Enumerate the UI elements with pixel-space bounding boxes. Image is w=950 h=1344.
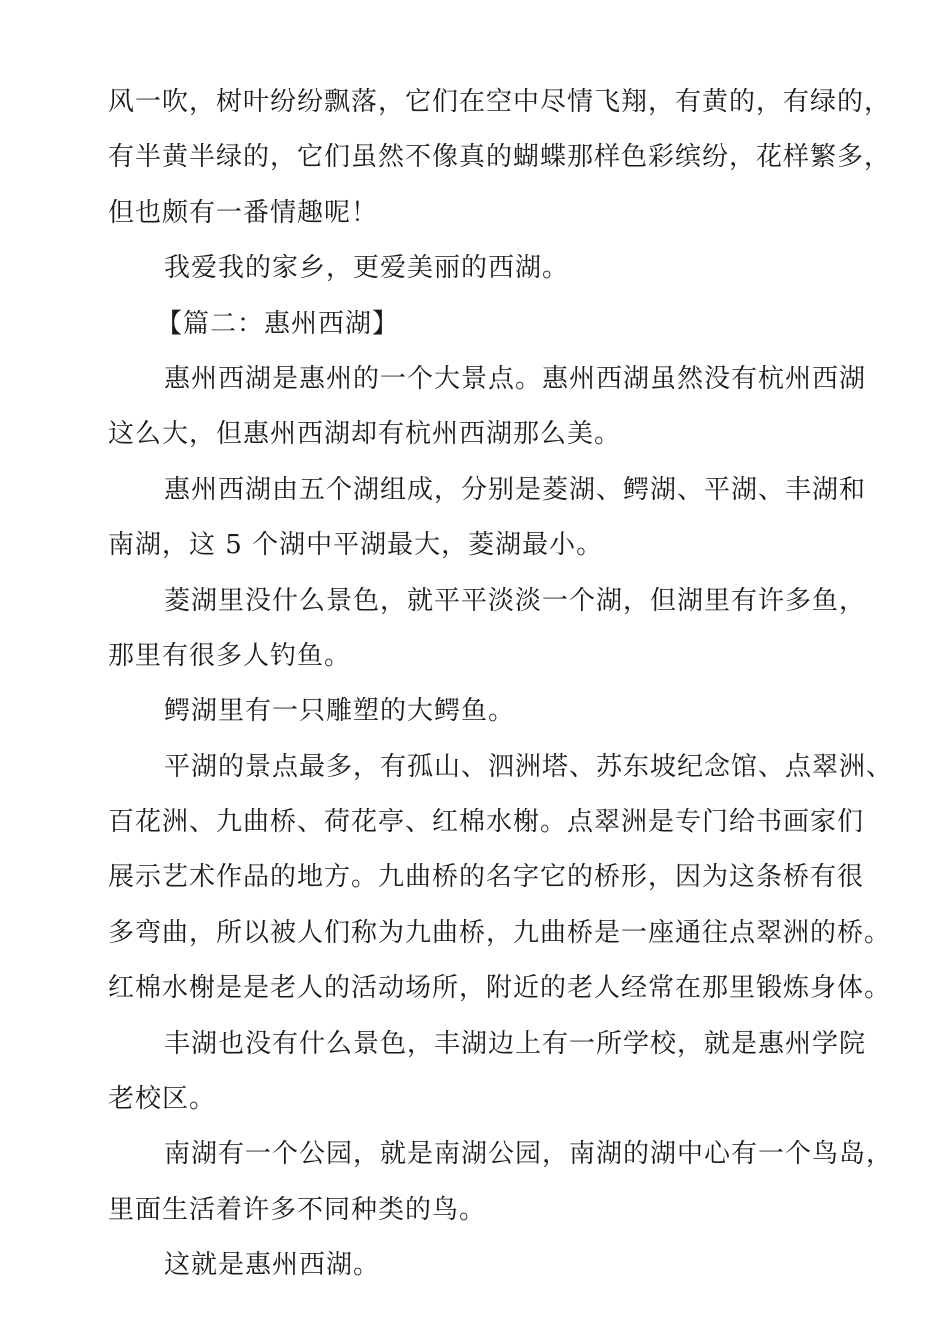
text-line: 红棉水榭是是老人的活动场所，附近的老人经常在那里锻炼身体。 — [108, 973, 892, 1004]
text-line: 里面生活着许多不同种类的鸟。 — [108, 1194, 487, 1225]
text-line: 南湖，这 5 个湖中平湖最大，菱湖最小。 — [108, 530, 604, 561]
text-line: 丰湖也没有什么景色，丰湖边上有一所学校，就是惠州学院 — [164, 1028, 867, 1059]
section-heading: 【篇二：惠州西湖】 — [156, 308, 400, 339]
text-line: 菱湖里没什么景色，就平平淡淡一个湖，但湖里有许多鱼， — [164, 585, 867, 616]
text-line: 那里有很多人钓鱼。 — [108, 640, 352, 671]
text-line: 老校区。 — [108, 1084, 217, 1115]
text-line: 平湖的景点最多，有孤山、泗洲塔、苏东坡纪念馆、点翠洲、 — [164, 751, 894, 782]
text-line: 惠州西湖是惠州的一个大景点。惠州西湖虽然没有杭州西湖 — [164, 363, 867, 394]
text-line: 但也颇有一番情趣呢！ — [108, 197, 379, 228]
text-line: 展示艺术作品的地方。九曲桥的名字它的桥形，因为这条桥有很 — [108, 862, 865, 893]
text-line: 鳄湖里有一只雕塑的大鳄鱼。 — [164, 696, 516, 727]
document-body — [108, 82, 892, 1301]
text-line: 南湖有一个公园，就是南湖公园，南湖的湖中心有一个鸟岛， — [164, 1139, 894, 1170]
text-line: 百花洲、九曲桥、荷花亭、红棉水榭。点翠洲是专门给书画家们 — [108, 807, 865, 838]
text-line: 多弯曲，所以被人们称为九曲桥，九曲桥是一座通往点翠洲的桥。 — [108, 917, 892, 948]
text-line: 这么大，但惠州西湖却有杭州西湖那么美。 — [108, 419, 622, 450]
text-line: 惠州西湖由五个湖组成，分别是菱湖、鳄湖、平湖、丰湖和 — [164, 474, 867, 505]
text-line: 我爱我的家乡，更爱美丽的西湖。 — [164, 253, 570, 284]
text-line: 这就是惠州西湖。 — [164, 1250, 381, 1281]
text-line: 有半黄半绿的，它们虽然不像真的蝴蝶那样色彩缤纷，花样繁多， — [108, 142, 892, 173]
text-line: 风一吹，树叶纷纷飘落，它们在空中尽情飞翔，有黄的，有绿的， — [108, 87, 892, 117]
